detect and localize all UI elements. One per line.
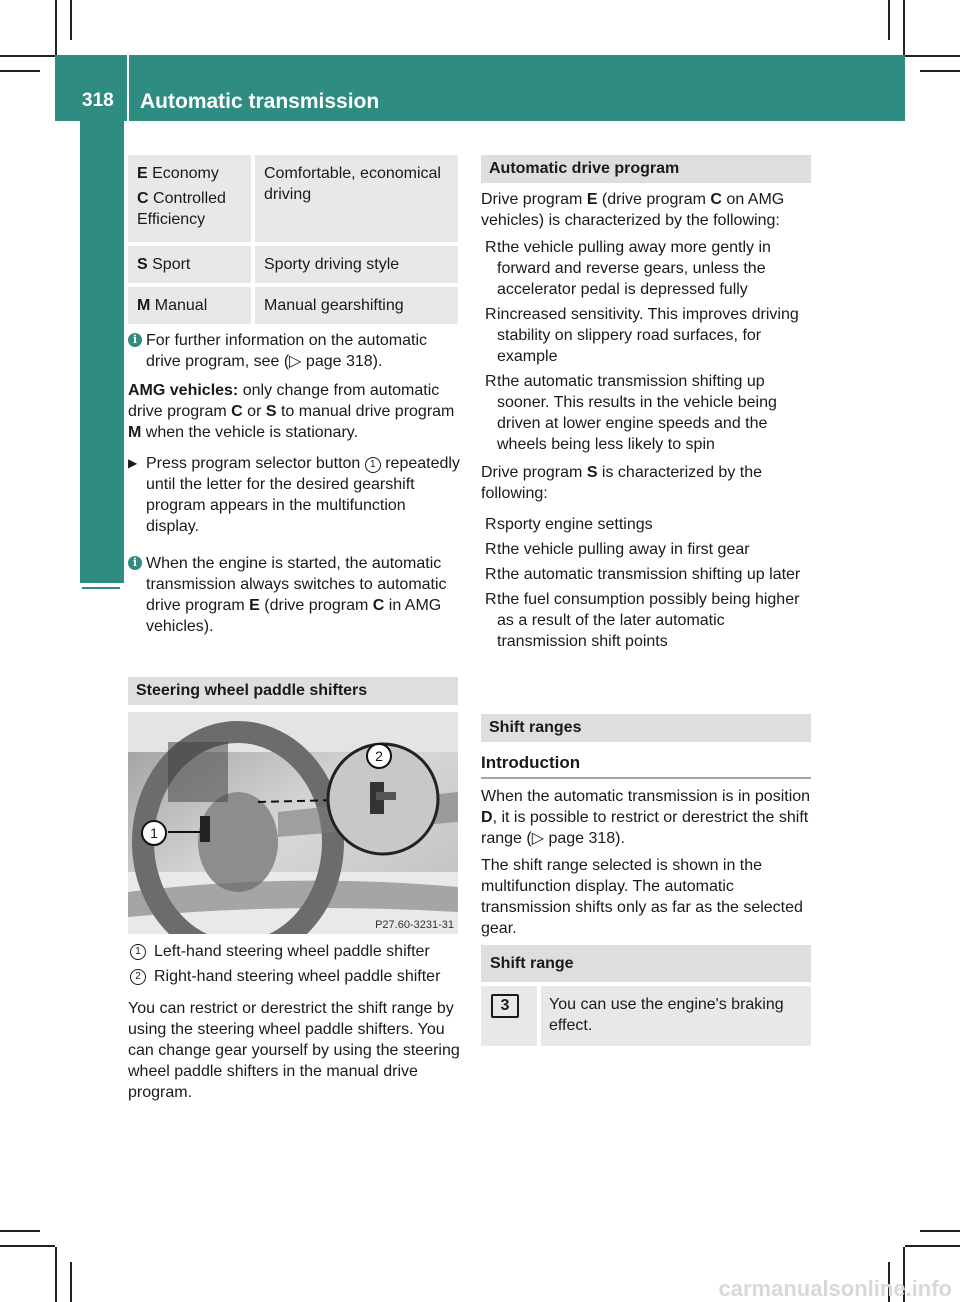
list-item: R increased sensitivity. This improves driving stability on slippery road surfaces, for example	[485, 306, 799, 365]
crop-mark	[903, 0, 905, 55]
section-heading: Shift ranges	[481, 714, 811, 742]
table-cell: M Manual	[128, 287, 255, 328]
section-heading: Steering wheel paddle shifters	[128, 677, 458, 705]
table-cell: Manual gearshifting	[255, 287, 458, 328]
table-row	[481, 982, 811, 1046]
crop-mark	[905, 1245, 960, 1247]
feature-list	[481, 237, 813, 459]
table-cell: Comfortable, economical driving	[255, 155, 458, 246]
list-item: 1 Left-hand steering wheel paddle shifter	[128, 941, 460, 962]
info-note	[128, 553, 460, 637]
svg-text:1: 1	[150, 825, 158, 841]
note-text: For further information on the automatic drive program, see (▷ page 318).	[146, 332, 428, 370]
page-title: Automatic transmission	[140, 90, 380, 113]
amg-paragraph: AMG vehicles: only change from automatic drive program C or S to manual drive program M when the vehicle is stationary.	[128, 382, 455, 441]
svg-text:2: 2	[375, 748, 383, 764]
list-item: R sporty engine settings	[485, 516, 653, 533]
list-item: R the automatic transmission shifting up later	[485, 566, 801, 583]
crop-mark	[0, 1230, 40, 1232]
table-row	[128, 246, 458, 287]
crop-mark	[888, 0, 890, 40]
crop-mark	[55, 0, 57, 55]
drive-intro: Drive program E (drive program C on AMG vehicles) is characterized by the following:	[481, 191, 785, 229]
table-cell: E Economy C Controlled Efficiency	[128, 155, 255, 246]
chapter-label: Driving and parking	[89, 217, 115, 433]
callout-list	[128, 941, 460, 991]
shift-paragraph-2: The shift range selected is shown in the multifunction display. The automatic transmission shifts only as far as the selected gear.	[481, 857, 803, 937]
crop-mark	[70, 0, 72, 40]
crop-mark	[0, 1245, 55, 1247]
list-item: R the vehicle pulling away in first gear	[485, 541, 750, 558]
list-item: 2 Right-hand steering wheel paddle shifter	[128, 966, 460, 987]
callout-number: 2	[130, 969, 146, 985]
section-heading: Automatic drive program	[481, 155, 811, 183]
sport-intro: Drive program S is characterized by the following:	[481, 464, 763, 502]
header-divider	[127, 55, 129, 121]
table-row	[128, 155, 458, 246]
paddle-paragraph: You can restrict or derestrict the shift range by using the steering wheel paddle shifters. You can change gear yourself by using the steering wheel paddle shifters in the manual drive program.	[128, 1000, 460, 1101]
table-cell: S Sport	[128, 246, 255, 287]
crop-mark	[0, 70, 40, 72]
image-code: P27.60-3231-31	[375, 919, 454, 931]
table-cell: You can use the engine's braking effect.	[541, 982, 811, 1046]
info-note	[128, 330, 460, 372]
table-cell: Sporty driving style	[255, 246, 458, 287]
subsection-heading: Introduction	[481, 752, 811, 779]
watermark: carmanualsonline.info	[718, 1276, 952, 1301]
gear-3-icon: 3	[491, 994, 519, 1018]
list-item: R the fuel consumption possibly being higher as a result of the later automatic transmission shift points	[485, 591, 800, 650]
instruction-step: ▶ Press program selector button 1 repeatedly until the letter for the desired gearshift program appears in the multifunction display.	[128, 455, 460, 535]
table-header: Shift range	[481, 945, 811, 982]
side-tab	[82, 587, 120, 589]
shift-paragraph: When the automatic transmission is in position D, it is possible to restrict or derestrict the shift range (▷ page 318).	[481, 788, 811, 847]
drive-program-table	[128, 155, 458, 328]
note-text: When the engine is started, the automatic transmission always switches to automatic drive program E (drive program C in AMG vehicles).	[146, 555, 447, 635]
crop-mark	[920, 1230, 960, 1232]
arrow-icon: ▶	[128, 456, 138, 470]
crop-mark	[905, 55, 960, 57]
table-row	[481, 945, 811, 982]
crop-mark	[920, 70, 960, 72]
table-row	[128, 287, 458, 328]
crop-mark	[55, 1247, 57, 1302]
list-item: R the vehicle pulling away more gently in forward and reverse gears, unless the accelerator pedal is depressed fully	[485, 239, 771, 298]
crop-mark	[70, 1262, 72, 1302]
shift-range-table	[481, 945, 811, 1046]
callout-number: 1	[365, 457, 381, 473]
sport-list	[481, 514, 813, 656]
table-cell	[481, 982, 541, 1046]
info-icon: i	[128, 333, 142, 347]
page-number: 318	[82, 90, 114, 111]
crop-mark	[0, 55, 55, 57]
paddle-shifter-image	[128, 712, 458, 934]
list-item: R the automatic transmission shifting up sooner. This results in the vehicle being driven at lower engine speeds and the wheels being less likely to spin	[485, 373, 777, 453]
info-icon: i	[128, 556, 142, 570]
callout-number: 1	[130, 944, 146, 960]
